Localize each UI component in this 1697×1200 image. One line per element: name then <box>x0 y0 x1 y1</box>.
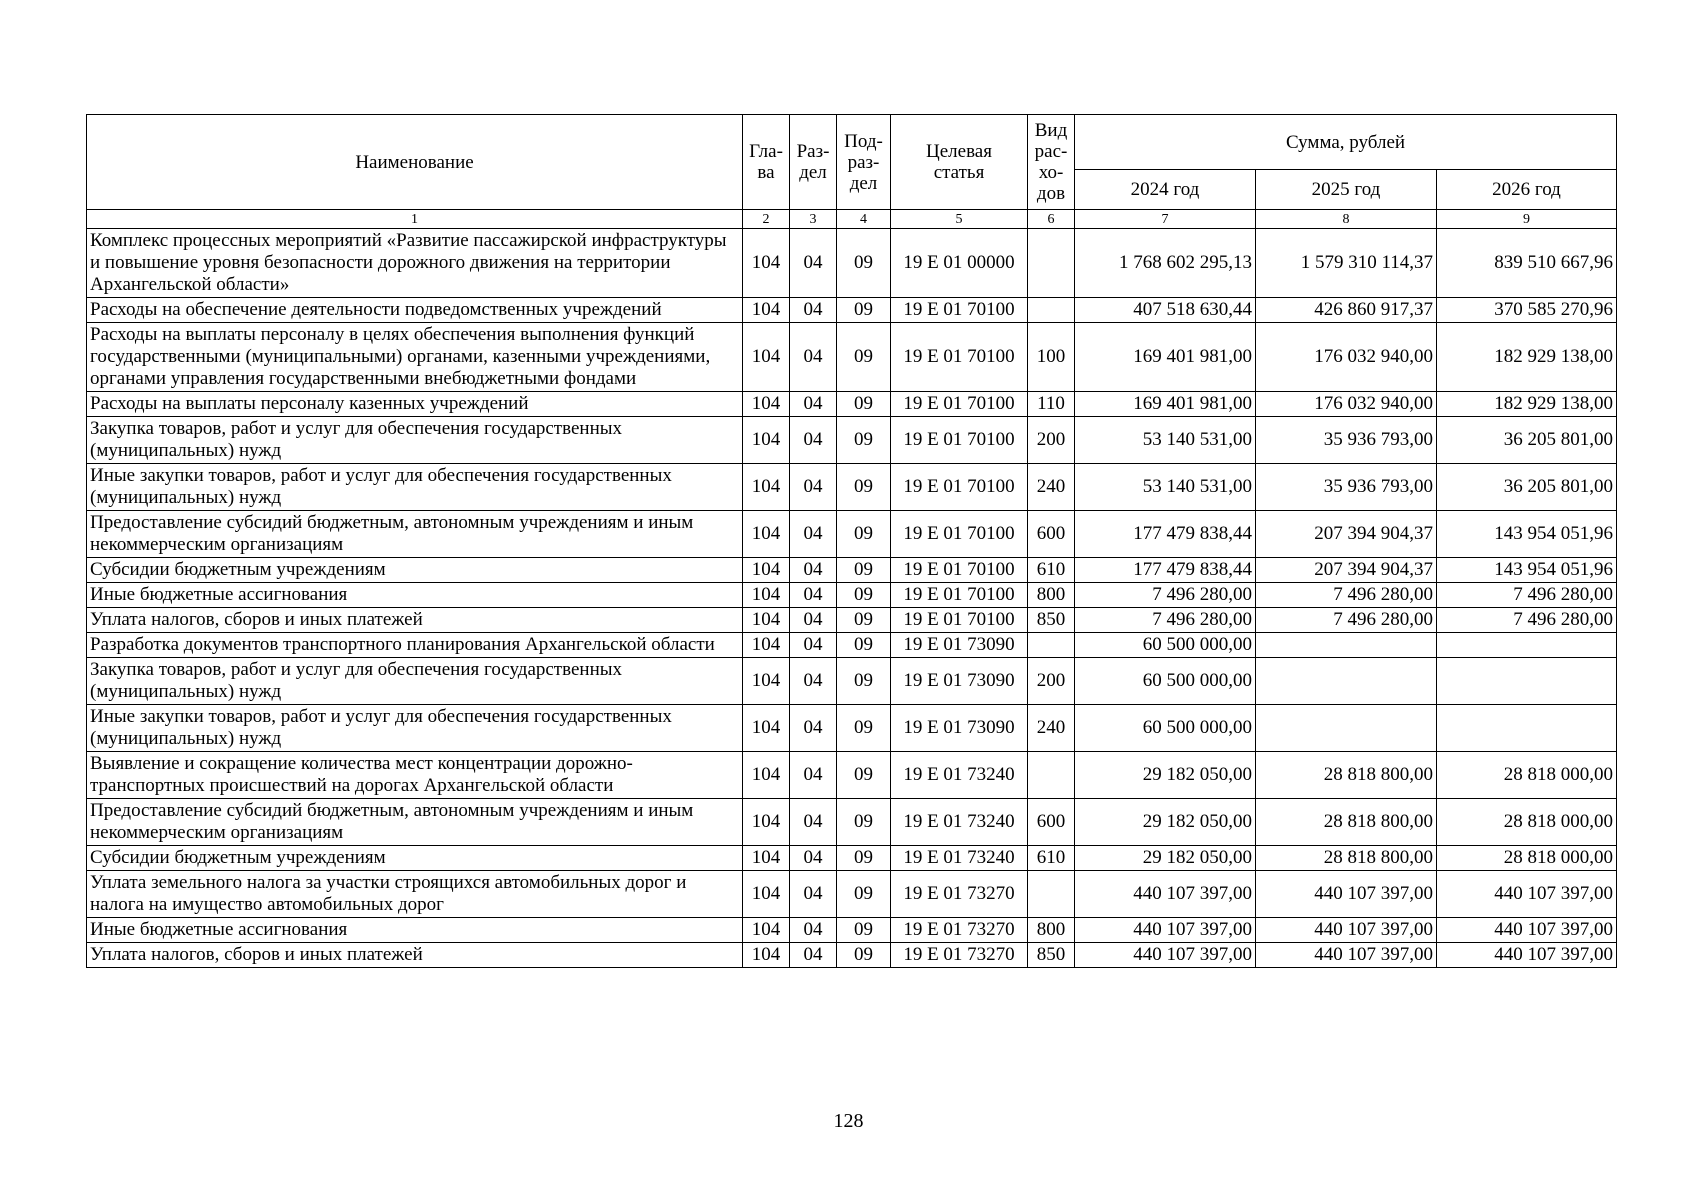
row-sum-2024: 407 518 630,44 <box>1075 298 1256 323</box>
row-article: 19 Е 01 70100 <box>891 392 1028 417</box>
row-vid <box>1028 298 1075 323</box>
row-podrazdel: 09 <box>837 323 891 392</box>
row-razdel: 04 <box>790 392 837 417</box>
row-glava: 104 <box>743 323 790 392</box>
row-podrazdel: 09 <box>837 558 891 583</box>
row-podrazdel: 09 <box>837 608 891 633</box>
row-article: 19 Е 01 70100 <box>891 323 1028 392</box>
row-article: 19 Е 01 73240 <box>891 846 1028 871</box>
table-body <box>87 229 1617 968</box>
row-sum-2024: 440 107 397,00 <box>1075 943 1256 968</box>
row-name: Уплата налогов, сборов и иных платежей <box>87 608 743 633</box>
table-row <box>87 583 1617 608</box>
row-vid: 240 <box>1028 705 1075 752</box>
row-sum-2025: 35 936 793,00 <box>1256 464 1437 511</box>
row-glava: 104 <box>743 633 790 658</box>
table-row <box>87 799 1617 846</box>
page-number: 128 <box>833 1110 864 1132</box>
row-glava: 104 <box>743 464 790 511</box>
row-podrazdel: 09 <box>837 511 891 558</box>
table-row <box>87 608 1617 633</box>
header-podrazdel: Под- раз- дел <box>837 115 891 210</box>
row-article: 19 Е 01 70100 <box>891 417 1028 464</box>
column-number: 1 <box>87 210 743 229</box>
row-sum-2024: 169 401 981,00 <box>1075 323 1256 392</box>
row-sum-2024: 177 479 838,44 <box>1075 558 1256 583</box>
row-sum-2026: 440 107 397,00 <box>1437 943 1617 968</box>
column-number-row <box>87 210 1617 229</box>
row-vid: 200 <box>1028 417 1075 464</box>
row-sum-2025 <box>1256 705 1437 752</box>
row-razdel: 04 <box>790 799 837 846</box>
row-sum-2024: 29 182 050,00 <box>1075 846 1256 871</box>
row-sum-2025: 7 496 280,00 <box>1256 608 1437 633</box>
table-row <box>87 705 1617 752</box>
row-article: 19 Е 01 73240 <box>891 752 1028 799</box>
row-razdel: 04 <box>790 417 837 464</box>
row-vid: 600 <box>1028 511 1075 558</box>
column-number: 8 <box>1256 210 1437 229</box>
row-name: Предоставление субсидий бюджетным, автономным учреждениям и иным некоммерческим организациям <box>87 511 743 558</box>
row-sum-2025: 35 936 793,00 <box>1256 417 1437 464</box>
row-podrazdel: 09 <box>837 583 891 608</box>
row-podrazdel: 09 <box>837 464 891 511</box>
row-sum-2024: 29 182 050,00 <box>1075 752 1256 799</box>
row-sum-2025: 28 818 800,00 <box>1256 846 1437 871</box>
header-year-2025: 2025 год <box>1256 170 1437 210</box>
row-razdel: 04 <box>790 705 837 752</box>
row-podrazdel: 09 <box>837 417 891 464</box>
row-razdel: 04 <box>790 943 837 968</box>
row-razdel: 04 <box>790 323 837 392</box>
row-sum-2024: 60 500 000,00 <box>1075 658 1256 705</box>
row-sum-2025: 207 394 904,37 <box>1256 511 1437 558</box>
table-row <box>87 392 1617 417</box>
row-glava: 104 <box>743 229 790 298</box>
column-number: 3 <box>790 210 837 229</box>
row-razdel: 04 <box>790 633 837 658</box>
row-sum-2024: 29 182 050,00 <box>1075 799 1256 846</box>
row-sum-2026: 36 205 801,00 <box>1437 464 1617 511</box>
row-name: Предоставление субсидий бюджетным, автономным учреждениям и иным некоммерческим организациям <box>87 799 743 846</box>
table-row <box>87 633 1617 658</box>
row-podrazdel: 09 <box>837 229 891 298</box>
row-sum-2026: 28 818 000,00 <box>1437 846 1617 871</box>
row-razdel: 04 <box>790 464 837 511</box>
row-sum-2024: 1 768 602 295,13 <box>1075 229 1256 298</box>
column-number: 6 <box>1028 210 1075 229</box>
table-row <box>87 658 1617 705</box>
row-razdel: 04 <box>790 298 837 323</box>
row-sum-2025 <box>1256 658 1437 705</box>
table-row <box>87 846 1617 871</box>
row-sum-2026: 7 496 280,00 <box>1437 583 1617 608</box>
row-sum-2026: 440 107 397,00 <box>1437 871 1617 918</box>
table-row <box>87 511 1617 558</box>
row-podrazdel: 09 <box>837 392 891 417</box>
row-sum-2025: 176 032 940,00 <box>1256 392 1437 417</box>
row-vid: 610 <box>1028 846 1075 871</box>
row-sum-2024: 60 500 000,00 <box>1075 705 1256 752</box>
row-article: 19 Е 01 70100 <box>891 464 1028 511</box>
row-glava: 104 <box>743 608 790 633</box>
row-glava: 104 <box>743 392 790 417</box>
row-article: 19 Е 01 73090 <box>891 705 1028 752</box>
row-sum-2025: 1 579 310 114,37 <box>1256 229 1437 298</box>
row-glava: 104 <box>743 871 790 918</box>
row-article: 19 Е 01 70100 <box>891 558 1028 583</box>
row-name: Субсидии бюджетным учреждениям <box>87 558 743 583</box>
row-sum-2025: 28 818 800,00 <box>1256 752 1437 799</box>
table-row <box>87 298 1617 323</box>
row-article: 19 Е 01 73090 <box>891 633 1028 658</box>
row-name: Уплата земельного налога за участки строящихся автомобильных дорог и налога на имущество автомобильных дорог <box>87 871 743 918</box>
row-sum-2024: 53 140 531,00 <box>1075 417 1256 464</box>
row-vid: 110 <box>1028 392 1075 417</box>
table-row <box>87 464 1617 511</box>
row-glava: 104 <box>743 417 790 464</box>
header-razdel: Раз- дел <box>790 115 837 210</box>
row-glava: 104 <box>743 658 790 705</box>
row-sum-2026: 182 929 138,00 <box>1437 323 1617 392</box>
row-sum-2026: 7 496 280,00 <box>1437 608 1617 633</box>
row-name: Закупка товаров, работ и услуг для обеспечения государственных (муниципальных) нужд <box>87 658 743 705</box>
column-number: 4 <box>837 210 891 229</box>
row-glava: 104 <box>743 752 790 799</box>
table-row <box>87 323 1617 392</box>
row-sum-2026: 28 818 000,00 <box>1437 752 1617 799</box>
row-sum-2026 <box>1437 705 1617 752</box>
row-sum-2025: 426 860 917,37 <box>1256 298 1437 323</box>
row-vid: 100 <box>1028 323 1075 392</box>
row-podrazdel: 09 <box>837 752 891 799</box>
row-vid <box>1028 633 1075 658</box>
row-name: Закупка товаров, работ и услуг для обеспечения государственных (муниципальных) нужд <box>87 417 743 464</box>
row-name: Иные закупки товаров, работ и услуг для обеспечения государственных (муниципальных) нужд <box>87 464 743 511</box>
row-podrazdel: 09 <box>837 799 891 846</box>
row-vid <box>1028 752 1075 799</box>
row-name: Иные бюджетные ассигнования <box>87 918 743 943</box>
row-article: 19 Е 01 70100 <box>891 298 1028 323</box>
row-glava: 104 <box>743 918 790 943</box>
row-sum-2025 <box>1256 633 1437 658</box>
row-name: Субсидии бюджетным учреждениям <box>87 846 743 871</box>
row-razdel: 04 <box>790 871 837 918</box>
row-sum-2026: 839 510 667,96 <box>1437 229 1617 298</box>
table-row <box>87 558 1617 583</box>
row-glava: 104 <box>743 583 790 608</box>
row-razdel: 04 <box>790 846 837 871</box>
row-glava: 104 <box>743 846 790 871</box>
budget-table <box>86 114 1617 968</box>
row-razdel: 04 <box>790 229 837 298</box>
row-vid: 200 <box>1028 658 1075 705</box>
row-name: Иные закупки товаров, работ и услуг для обеспечения государственных (муниципальных) нужд <box>87 705 743 752</box>
row-sum-2026: 28 818 000,00 <box>1437 799 1617 846</box>
row-article: 19 Е 01 70100 <box>891 608 1028 633</box>
table-row <box>87 229 1617 298</box>
row-razdel: 04 <box>790 583 837 608</box>
row-sum-2026 <box>1437 658 1617 705</box>
row-name: Выявление и сокращение количества мест концентрации дорожно-транспортных происшествий на дорогах Архангельской области <box>87 752 743 799</box>
row-razdel: 04 <box>790 558 837 583</box>
row-article: 19 Е 01 73270 <box>891 918 1028 943</box>
table-row <box>87 871 1617 918</box>
row-name: Уплата налогов, сборов и иных платежей <box>87 943 743 968</box>
row-article: 19 Е 01 73270 <box>891 871 1028 918</box>
row-name: Расходы на выплаты персоналу в целях обеспечения выполнения функций государственными (муниципальными) органами, казенными учреждениями, органами управления государственными внебюджетными фондами <box>87 323 743 392</box>
row-podrazdel: 09 <box>837 658 891 705</box>
row-sum-2025: 440 107 397,00 <box>1256 871 1437 918</box>
table-row <box>87 918 1617 943</box>
row-sum-2024: 7 496 280,00 <box>1075 583 1256 608</box>
column-number: 9 <box>1437 210 1617 229</box>
row-podrazdel: 09 <box>837 871 891 918</box>
row-sum-2026: 36 205 801,00 <box>1437 417 1617 464</box>
header-year-2024: 2024 год <box>1075 170 1256 210</box>
row-razdel: 04 <box>790 608 837 633</box>
row-podrazdel: 09 <box>837 633 891 658</box>
row-sum-2024: 440 107 397,00 <box>1075 871 1256 918</box>
row-sum-2024: 169 401 981,00 <box>1075 392 1256 417</box>
row-vid <box>1028 229 1075 298</box>
table-row <box>87 943 1617 968</box>
row-article: 19 Е 01 00000 <box>891 229 1028 298</box>
row-podrazdel: 09 <box>837 705 891 752</box>
row-sum-2026: 370 585 270,96 <box>1437 298 1617 323</box>
row-glava: 104 <box>743 799 790 846</box>
row-sum-2026: 182 929 138,00 <box>1437 392 1617 417</box>
row-sum-2024: 177 479 838,44 <box>1075 511 1256 558</box>
row-sum-2026 <box>1437 633 1617 658</box>
column-number: 5 <box>891 210 1028 229</box>
row-sum-2025: 440 107 397,00 <box>1256 943 1437 968</box>
row-sum-2026: 143 954 051,96 <box>1437 511 1617 558</box>
row-name: Расходы на обеспечение деятельности подведомственных учреждений <box>87 298 743 323</box>
row-sum-2026: 440 107 397,00 <box>1437 918 1617 943</box>
header-vid: Вид рас- хо- дов <box>1028 115 1075 210</box>
row-glava: 104 <box>743 705 790 752</box>
row-sum-2025: 176 032 940,00 <box>1256 323 1437 392</box>
row-article: 19 Е 01 73090 <box>891 658 1028 705</box>
row-razdel: 04 <box>790 511 837 558</box>
header-year-2026: 2026 год <box>1437 170 1617 210</box>
row-podrazdel: 09 <box>837 846 891 871</box>
row-article: 19 Е 01 73270 <box>891 943 1028 968</box>
row-razdel: 04 <box>790 918 837 943</box>
row-glava: 104 <box>743 943 790 968</box>
row-vid: 850 <box>1028 943 1075 968</box>
row-sum-2025: 7 496 280,00 <box>1256 583 1437 608</box>
row-glava: 104 <box>743 558 790 583</box>
row-sum-2024: 440 107 397,00 <box>1075 918 1256 943</box>
row-vid: 800 <box>1028 583 1075 608</box>
row-sum-2026: 143 954 051,96 <box>1437 558 1617 583</box>
row-podrazdel: 09 <box>837 918 891 943</box>
row-sum-2025: 207 394 904,37 <box>1256 558 1437 583</box>
row-sum-2024: 60 500 000,00 <box>1075 633 1256 658</box>
row-razdel: 04 <box>790 752 837 799</box>
row-glava: 104 <box>743 511 790 558</box>
row-article: 19 Е 01 70100 <box>891 583 1028 608</box>
header-name: Наименование <box>87 115 743 210</box>
row-glava: 104 <box>743 298 790 323</box>
row-vid <box>1028 871 1075 918</box>
row-vid: 600 <box>1028 799 1075 846</box>
row-article: 19 Е 01 73240 <box>891 799 1028 846</box>
row-sum-2025: 28 818 800,00 <box>1256 799 1437 846</box>
row-name: Иные бюджетные ассигнования <box>87 583 743 608</box>
row-razdel: 04 <box>790 658 837 705</box>
header-glava: Гла- ва <box>743 115 790 210</box>
column-number: 7 <box>1075 210 1256 229</box>
row-article: 19 Е 01 70100 <box>891 511 1028 558</box>
row-sum-2024: 7 496 280,00 <box>1075 608 1256 633</box>
header-article: Целевая статья <box>891 115 1028 210</box>
column-number: 2 <box>743 210 790 229</box>
row-podrazdel: 09 <box>837 943 891 968</box>
row-name: Расходы на выплаты персоналу казенных учреждений <box>87 392 743 417</box>
table-row <box>87 752 1617 799</box>
row-name: Разработка документов транспортного планирования Архангельской области <box>87 633 743 658</box>
row-podrazdel: 09 <box>837 298 891 323</box>
table-row <box>87 417 1617 464</box>
row-vid: 610 <box>1028 558 1075 583</box>
row-vid: 850 <box>1028 608 1075 633</box>
row-name: Комплекс процессных мероприятий «Развитие пассажирской инфраструктуры и повышение уровня безопасности дорожного движения на территории Архангельской области» <box>87 229 743 298</box>
row-sum-2024: 53 140 531,00 <box>1075 464 1256 511</box>
row-sum-2025: 440 107 397,00 <box>1256 918 1437 943</box>
row-vid: 800 <box>1028 918 1075 943</box>
header-sum: Сумма, рублей <box>1075 115 1617 170</box>
row-vid: 240 <box>1028 464 1075 511</box>
